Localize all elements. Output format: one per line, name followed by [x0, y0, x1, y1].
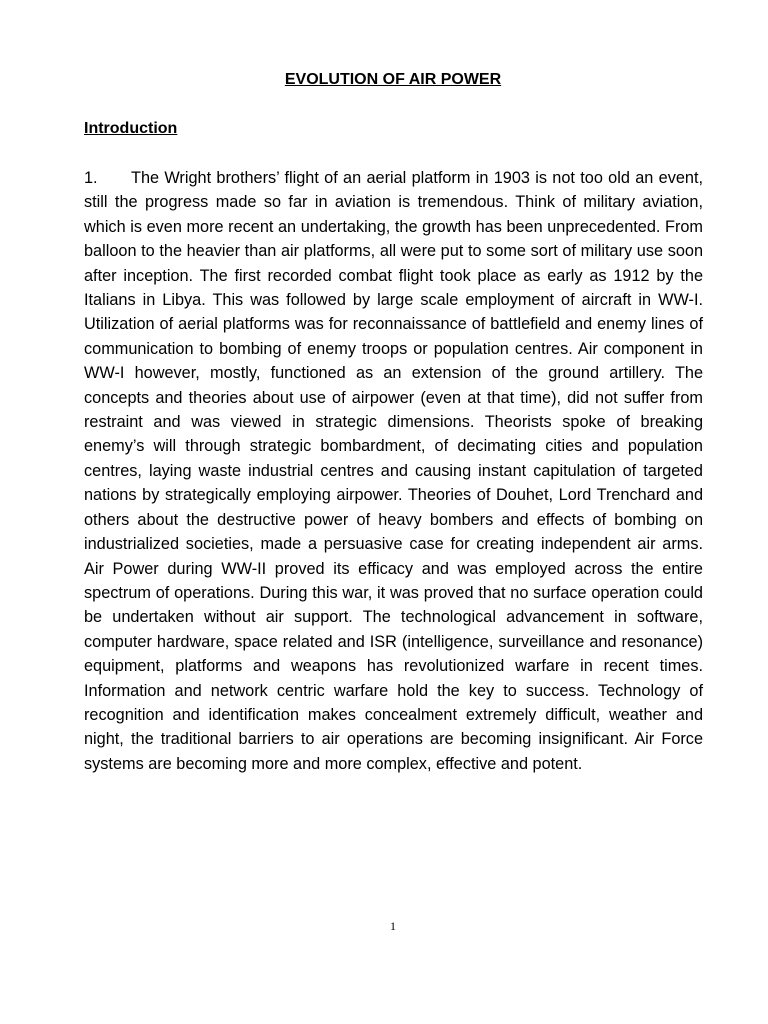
document-title: EVOLUTION OF AIR POWER — [284, 71, 502, 88]
section-heading-introduction: Introduction — [84, 120, 178, 137]
paragraph-1 — [84, 166, 703, 776]
paragraph-text: The Wright brothers’ flight of an aerial platform in 1903 is not too old an event, still the progress made so far in aviation is tremendous. Think of military aviation, which is even more recent an undertaking, the growth has been unprecedented. From balloon to the heavier than air platforms, all were put to some sort of military use soon after inception. The first recorded combat flight took place as early as 1912 by the Italians in Libya. This was followed by large scale employment of aircraft in WW-I. Utilization of aerial platforms was for reconnaissance of battlefield and enemy lines of communication to bombing of enemy troops or population centres. Air component in WW-I however, mostly, functioned as an extension of the ground artillery. The concepts and theories about use of airpower (even at that time), did not suffer from restraint and was viewed in strategic dimensions. Theorists spoke of breaking enemy’s will through strategic bombardment, of decimating cities and population centres, laying waste industrial centres and causing instant capitulation of targeted nations by strategically employing airpower. Theories of Douhet, Lord Trenchard and others about the destructive power of heavy bombers and effects of bombing on industrialized societies, made a persuasive case for creating independent air arms. Air Power during WW-II proved its efficacy and was employed across the entire spectrum of operations. During this war, it was proved that no surface operation could be undertaken without air support. The technological advancement in software, computer hardware, space related and ISR (intelligence, surveillance and resonance) equipment, platforms and weapons has revolutionized warfare in recent times. Information and network centric warfare hold the key to success. Technology of recognition and identification makes concealment extremely difficult, weather and night, the traditional barriers to air operations are becoming insignificant. Air Force systems are becoming more and more complex, effective and potent. — [84, 169, 703, 773]
paragraph-number: 1. — [84, 169, 98, 187]
page-number: 1 — [390, 919, 396, 933]
